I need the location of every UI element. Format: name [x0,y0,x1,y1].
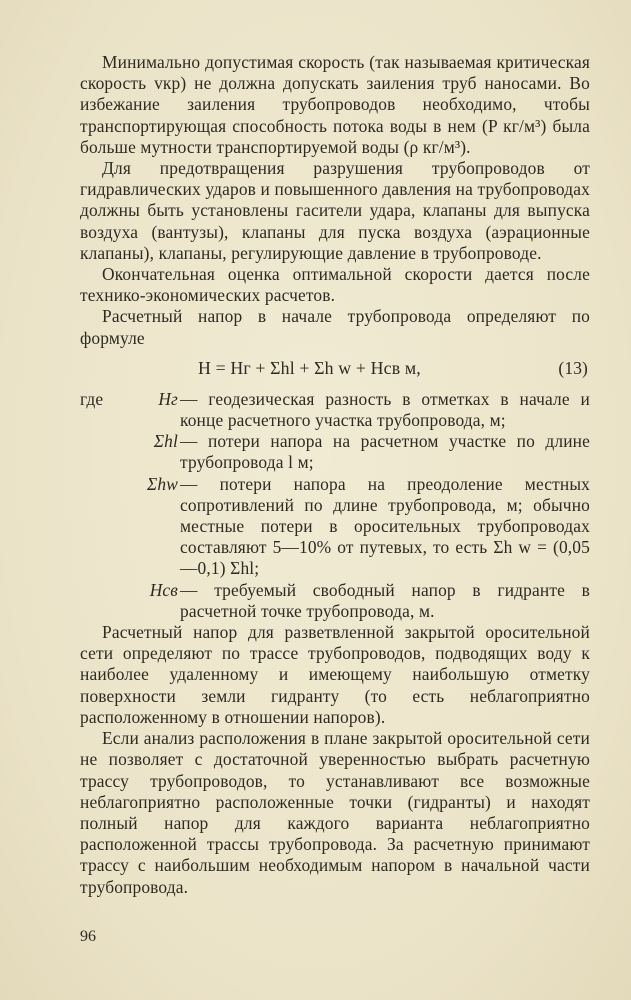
formula-number: (13) [558,357,588,378]
formula-expression: H = Hг + Σhl + Σh w + Hсв м, [198,357,421,378]
definition-text: — потери напора на преодоление местных сопротивлений по длине трубопровода, м; обычно местные потери в оросительных трубопроводах составляют 5—10% от путевых, то есть Σh w = (0,05—0,1) Σhl; [180,473,590,579]
paragraph-optimal-velocity: Окончательная оценка оптимальной скорости дается после технико-экономических расчетов. [80,264,590,306]
definition-symbol: Hсв [149,579,178,600]
definition-item [80,389,590,431]
definitions-list [80,389,590,622]
definition-item [80,580,590,622]
definition-text: — геодезическая разность в отметках в начале и конце расчетного участка трубопровода, м; [180,388,590,431]
paragraph-min-velocity: Минимально допустимая скорость (так называемая критическая скорость vкр) не должна допускать заиления труб наносами. Во избежание заиления трубопроводов необходимо, чтобы транспортирующая способность потока воды в нем (P кг/м³) была больше мутности транспортируемой воды (ρ кг/м³). [80,52,590,157]
paragraph-route-selection: Если анализ расположения в плане закрытой оросительной сети не позволяет с достаточной уверенностью выбрать расчетную трассу трубопроводов, то устанавливают все возможные неблагоприятно расположенные точки (гидранты) и находят полный напор для каждого варианта неблагоприятно расположенной трассы трубопровода. За расчетную принимают трассу с наибольшим необходимым напором в начальной части трубопровода. [80,728,590,897]
definition-text: — требуемый свободный напор в гидранте в расчетной точке трубопровода, м. [180,579,590,621]
formula-13 [80,353,590,383]
paragraph-branched-network: Расчетный напор для разветвленной закрытой оросительной сети определяют по трассе трубопроводов, подводящих воду к наиболее удаленному и имеющему наибольшую отметку поверхности земли гидранту (то есть неблагоприятно расположенному в отношении напоров). [80,622,590,727]
where-word: где [80,388,104,409]
definition-text: — потери напора на расчетном участке по длине трубопровода l м; [180,431,590,473]
body-text [80,52,590,898]
definition-item [80,474,590,580]
page-number: 96 [80,928,96,945]
definition-symbol: Σhw [146,473,178,494]
definition-symbol: Hг [158,388,178,409]
definition-item [80,431,590,473]
paragraph-design-head: Расчетный напор в начале трубопровода определяют по формуле [80,306,590,348]
definition-symbol: Σhl [153,431,178,452]
paragraph-water-hammer: Для предотвращения разрушения трубопроводов от гидравлических ударов и повышенного давления на трубопроводах должны быть установлены гасители удара, клапаны для выпуска воздуха (вантузы), клапаны для пуска воздуха (аэрационные клапаны), клапаны, регулирующие давление в трубопроводе. [80,158,590,263]
